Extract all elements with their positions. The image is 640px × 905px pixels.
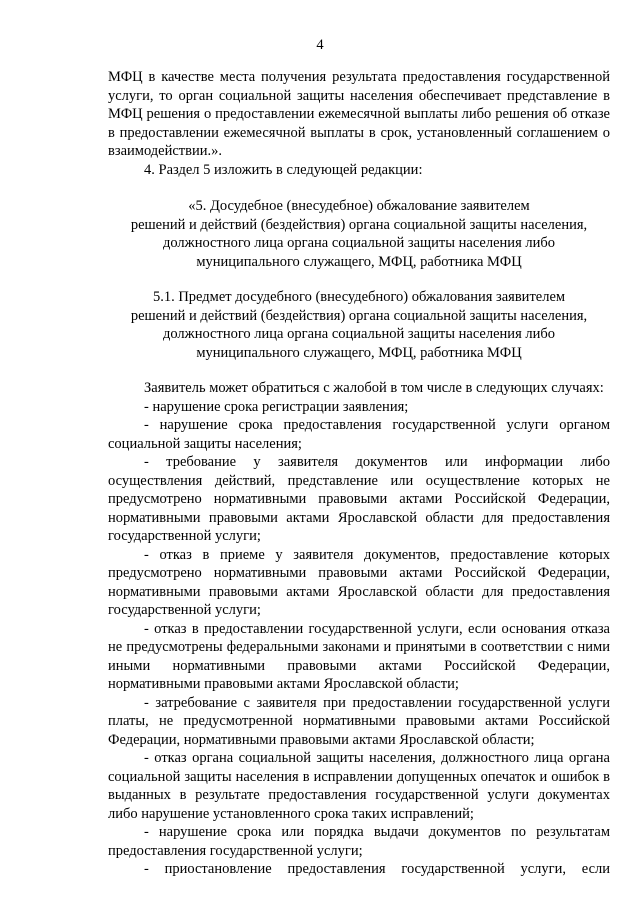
subsection-5-1-heading-line: решений и действий (бездействия) органа социальной защиты населения, bbox=[130, 307, 588, 324]
section-5-heading-line: должностного лица органа социальной защиты населения либо bbox=[163, 235, 555, 251]
subsection-5-1-heading bbox=[108, 288, 610, 362]
complaint-lead-paragraph: Заявитель может обратиться с жалобой в том числе в следующих случаях: bbox=[144, 380, 604, 396]
complaint-case-item-continued: - приостановление предоставления государственной услуги, если bbox=[144, 861, 610, 877]
intro-continuation-paragraph: МФЦ в качестве места получения результата предоставления государственной услуги, то орган социальной защиты населения обеспечивает представление в МФЦ решения о предоставлении ежемесячной выплаты либо решения об отказе в предоставлении ежемесячной выплаты в срок, установленный соглашением о взаимодействии.». bbox=[108, 69, 610, 159]
complaint-case-item: - отказ в приеме у заявителя документов, предоставление которых предусмотрено нормативными правовыми актами Российской Федерации, нормативными правовыми актами Ярославской области для предоставления государственной услуги; bbox=[108, 546, 610, 618]
document-body bbox=[108, 68, 610, 879]
section-5-heading-line: решений и действий (бездействия) органа социальной защиты населения, bbox=[130, 216, 588, 233]
section-5-heading-line: «5. Досудебное (внесудебное) обжалование заявителем bbox=[188, 198, 530, 214]
subsection-5-1-heading-line: должностного лица органа социальной защиты населения либо bbox=[163, 326, 555, 342]
section-5-heading bbox=[108, 197, 610, 271]
complaint-case-item: - отказ в предоставлении государственной услуги, если основания отказа не предусмотрены федеральными законами и принятыми в соответствии с ними иными нормативными правовыми актами Российской Федерации, нормативными правовыми актами Ярославской области; bbox=[108, 620, 610, 692]
spacer bbox=[108, 362, 610, 379]
section-5-heading-line: муниципального служащего, МФЦ, работника МФЦ bbox=[196, 253, 522, 270]
complaint-case-item: - нарушение срока регистрации заявления; bbox=[144, 398, 409, 415]
complaint-case-item: - нарушение срока предоставления государственной услуги органом социальной защиты населения; bbox=[108, 417, 610, 452]
complaint-case-item: - затребование с заявителя при предоставлении государственной услуги платы, не предусмотренной нормативными правовыми актами Российской Федерации, нормативными правовыми актами Ярославской области; bbox=[108, 694, 610, 748]
complaint-case-item: - требование у заявителя документов или информации либо осуществления действий, представление или осуществление которых не предусмотрено нормативными правовыми актами Российской Федерации, нормативными правовыми актами Ярославской области для предоставления государственной услуги; bbox=[108, 454, 610, 544]
spacer bbox=[108, 271, 610, 288]
spacer bbox=[108, 179, 610, 197]
subsection-5-1-heading-line: муниципального служащего, МФЦ, работника МФЦ bbox=[196, 344, 522, 361]
complaint-case-item: - отказ органа социальной защиты населения, должностного лица органа социальной защиты населения в исправлении допущенных опечаток и ошибок в выданных в результате предоставления государственной услуги документах либо нарушение установленного срока таких исправлений; bbox=[108, 750, 610, 822]
subsection-5-1-heading-line: 5.1. Предмет досудебного (внесудебного) обжалования заявителем bbox=[152, 289, 566, 305]
complaint-case-item: - нарушение срока или порядка выдачи документов по результатам предоставления государственной услуги; bbox=[108, 824, 610, 859]
page-number: 4 bbox=[316, 37, 324, 53]
section-change-instruction: 4. Раздел 5 изложить в следующей редакции: bbox=[144, 161, 423, 178]
